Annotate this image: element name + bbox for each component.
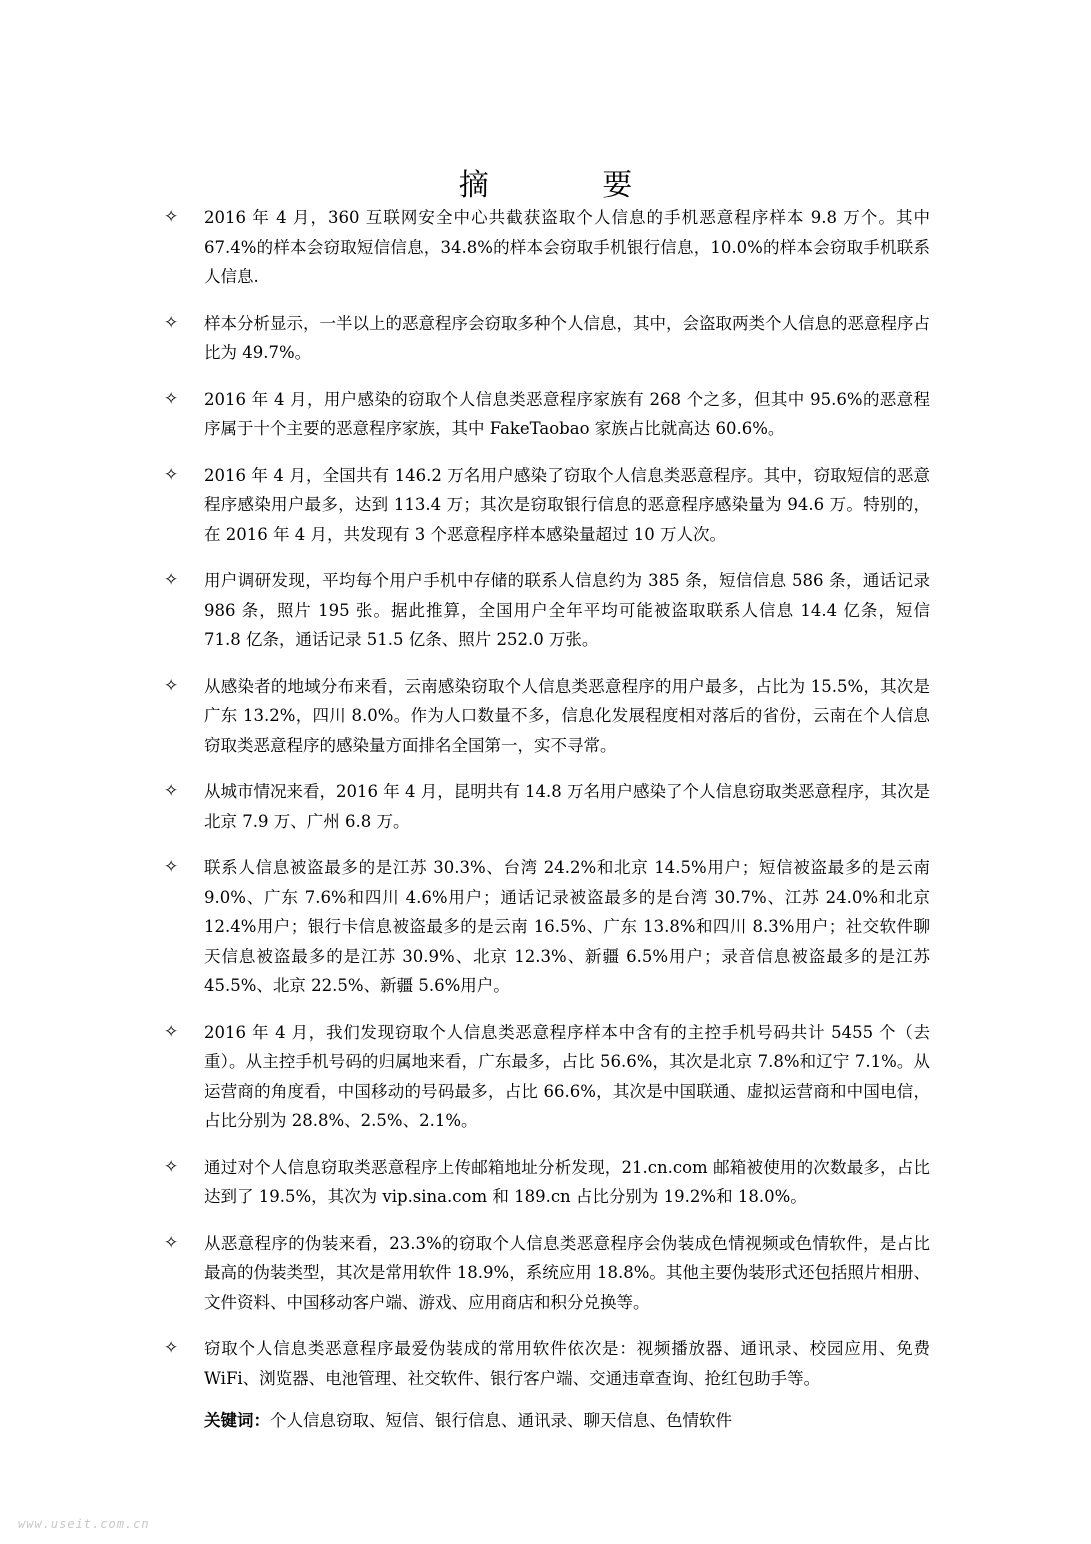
bullet-item (160, 461, 930, 550)
keywords-line (160, 1406, 930, 1436)
bullet-text: 通过对个人信息窃取类恶意程序上传邮箱地址分析发现，21.cn.com 邮箱被使用的次数最多，占比达到了 19.5%，其次为 vip.sina.com 和 189.cn 占比分别为 19.2%和 18.0%。 (204, 1157, 930, 1206)
keywords-text: 个人信息窃取、短信、银行信息、通讯录、聊天信息、色情软件 (270, 1411, 732, 1430)
bullet-text: 2016 年 4 月，我们发现窃取个人信息类恶意程序样本中含有的主控手机号码共计 5455 个（去重）。从主控手机号码的归属地来看，广东最多，占比 56.6%，其次是北京 7.8%和辽宁 7.1%。从运营商的角度看，中国移动的号码最多，占比 66.6%，其次是中国联通、虚拟运营商和中国电信，占比分别为 28.8%、2.5%、2.1%。 (204, 1022, 930, 1130)
bullet-text: 2016 年 4 月，360 互联网安全中心共截获盗取个人信息的手机恶意程序样本 9.8 万个。其中 67.4%的样本会窃取短信信息，34.8%的样本会窃取手机银行信息，10.0%的样本会窃取手机联系人信息. (204, 208, 930, 286)
page-title: 摘 要 (458, 168, 685, 204)
bullet-item (160, 1334, 930, 1393)
diamond-bullet-icon: ✧ (164, 675, 179, 696)
diamond-bullet-icon: ✧ (164, 312, 179, 333)
diamond-bullet-icon: ✧ (164, 1156, 179, 1177)
bullet-item (160, 1229, 930, 1318)
bullet-text: 2016 年 4 月，用户感染的窃取个人信息类恶意程序家族有 268 个之多，但其中 95.6%的恶意程序属于十个主要的恶意程序家族，其中 FakeTaobao 家族占比就高达 60.6%。 (204, 389, 930, 438)
bullet-text: 从城市情况来看，2016 年 4 月，昆明共有 14.8 万名用户感染了个人信息窃取类恶意程序，其次是北京 7.9 万、广州 6.8 万。 (204, 782, 930, 831)
diamond-bullet-icon: ✧ (164, 781, 179, 801)
diamond-bullet-icon: ✧ (164, 857, 179, 877)
bullet-text: 联系人信息被盗最多的是江苏 30.3%、台湾 24.2%和北京 14.5%用户；短信被盗最多的是云南 9.0%、广东 7.6%和四川 4.6%用户；通话记录被盗最多的是台湾 30.7%、江苏 24.0%和北京 12.4%用户；银行卡信息被盗最多的是云南 16.5%、广东 13.8%和四川 8.3%用户；社交软件聊天信息被盗最多的是江苏 30.9%、北京 12.3%、新疆 6.5%用户；录音信息被盗最多的是江苏 45.5%、北京 22.5%、新疆 5.6%用户。 (204, 858, 930, 995)
diamond-bullet-icon: ✧ (164, 207, 179, 227)
bullet-text: 用户调研发现，平均每个用户手机中存储的联系人信息约为 385 条，短信信息 586 条，通话记录 986 条，照片 195 张。据此推算，全国用户全年平均可能被盗取联系人信息 14.4 亿条，短信 71.8 亿条，通话记录 51.5 亿条、照片 252.0 万张。 (204, 571, 930, 649)
diamond-bullet-icon: ✧ (164, 388, 179, 409)
bullet-text: 从恶意程序的伪装来看，23.3%的窃取个人信息类恶意程序会伪装成色情视频或色情软件，是占比最高的伪装类型，其次是常用软件 18.9%，系统应用 18.8%。其他主要伪装形式还包括照片相册、文件资料、中国移动客户端、游戏、应用商店和积分兑换等。 (204, 1233, 930, 1312)
bullet-item (160, 1153, 930, 1212)
bullet-text: 样本分析显示，一半以上的恶意程序会窃取多种个人信息，其中，会盗取两类个人信息的恶意程序占比为 49.7%。 (204, 313, 930, 362)
diamond-bullet-icon: ✧ (164, 1232, 179, 1253)
bullet-item (160, 385, 930, 444)
bullet-item (160, 853, 930, 1001)
summary-bullet-list (160, 203, 930, 1436)
diamond-bullet-icon: ✧ (164, 1338, 179, 1358)
bullet-item (160, 203, 930, 292)
diamond-bullet-icon: ✧ (164, 464, 179, 485)
diamond-bullet-icon: ✧ (164, 1021, 179, 1042)
watermark: www.useit.com.cn (18, 1517, 150, 1531)
bullet-item (160, 777, 930, 836)
bullet-text: 2016 年 4 月，全国共有 146.2 万名用户感染了窃取个人信息类恶意程序。其中，窃取短信的恶意程序感染用户最多，达到 113.4 万；其次是窃取银行信息的恶意程序感染量为 94.6 万。特别的，在 2016 年 4 月，共发现有 3 个恶意程序样本感染量超过 10 万人次。 (204, 465, 930, 544)
bullet-item (160, 1018, 930, 1136)
bullet-item (160, 566, 930, 655)
bullet-text: 从感染者的地域分布来看，云南感染窃取个人信息类恶意程序的用户最多，占比为 15.5%，其次是广东 13.2%，四川 8.0%。作为人口数量不多，信息化发展程度相对落后的省份，云南在个人信息窃取类恶意程序的感染量方面排名全国第一，实不寻常。 (204, 676, 930, 755)
bullet-text: 窃取个人信息类恶意程序最爱伪装成的常用软件依次是：视频播放器、通讯录、校园应用、免费 WiFi、浏览器、电池管理、社交软件、银行客户端、交通违章查询、抢红包助手等。 (204, 1339, 930, 1388)
bullet-item (160, 309, 930, 368)
keywords-label: 关键词： (204, 1411, 270, 1430)
diamond-bullet-icon: ✧ (164, 570, 179, 590)
bullet-item (160, 672, 930, 761)
